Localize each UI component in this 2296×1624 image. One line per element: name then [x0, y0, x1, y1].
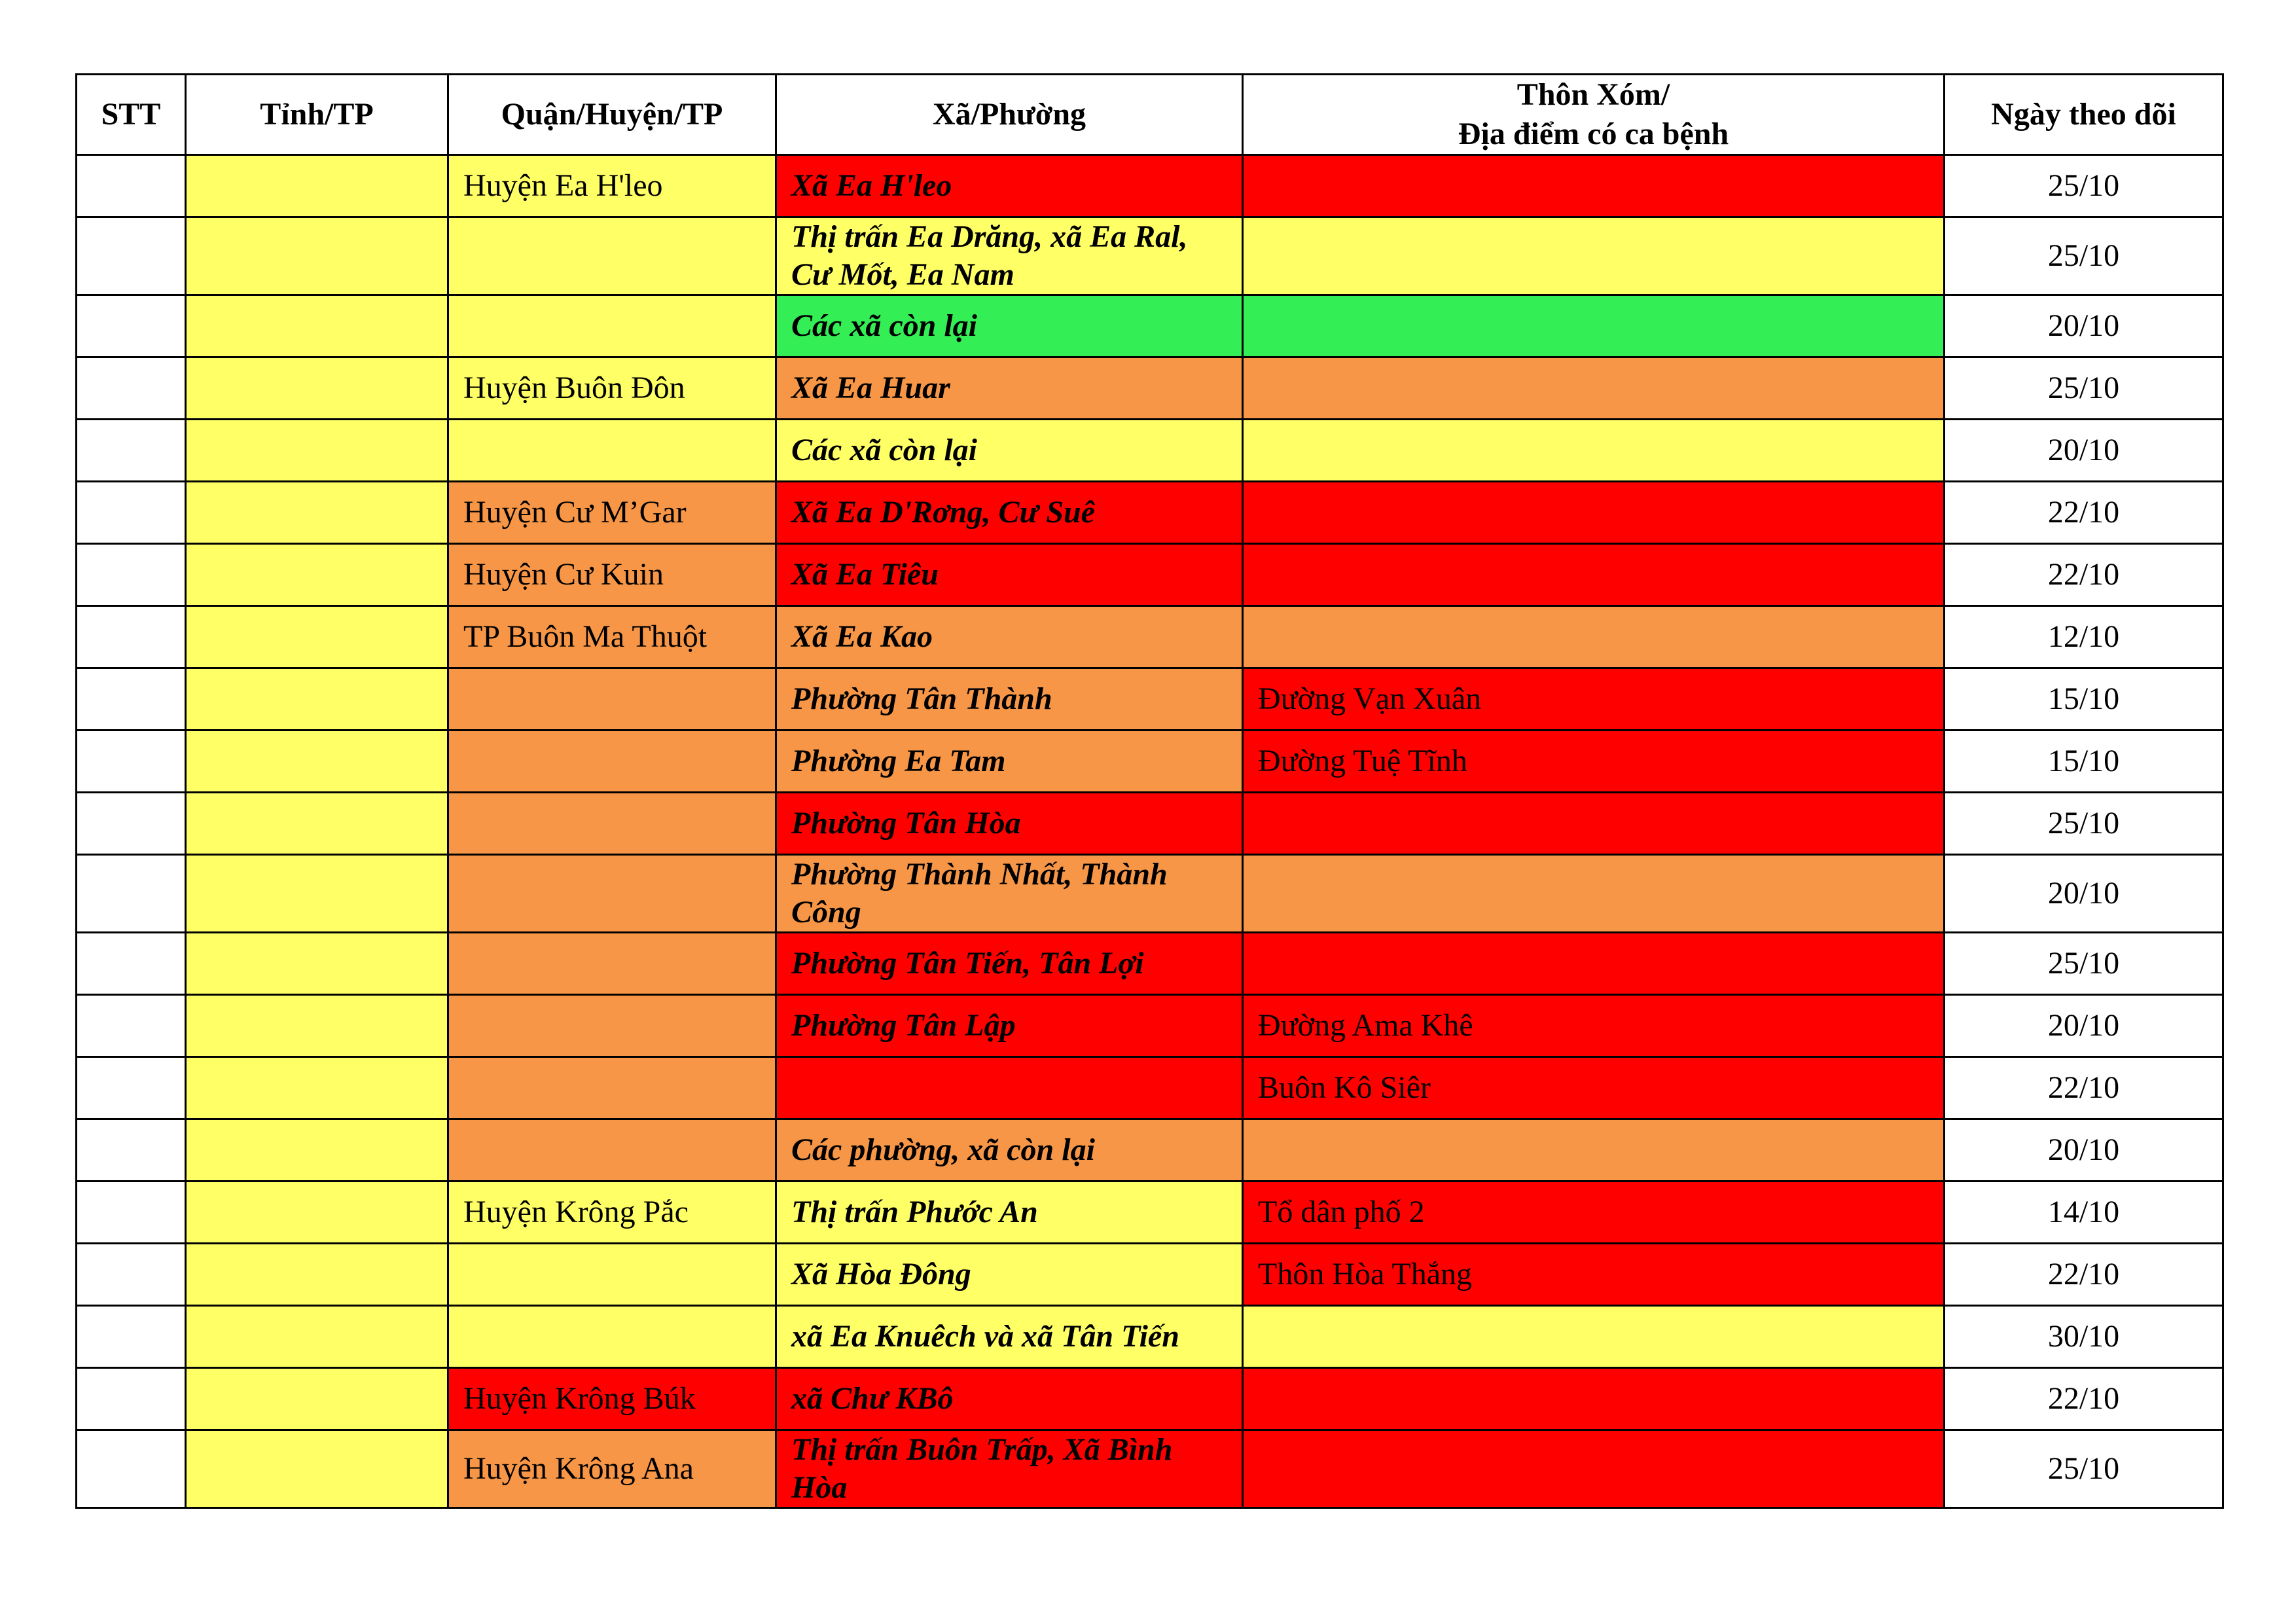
district-cell — [448, 295, 776, 357]
ward-cell: Phường Tân Hòa — [776, 793, 1243, 855]
place-cell — [1243, 155, 1945, 217]
table-row — [77, 1368, 2223, 1430]
date-cell: 22/10 — [1945, 1057, 2223, 1119]
district-cell — [448, 1119, 776, 1182]
stt-cell — [77, 1182, 186, 1244]
district-cell — [448, 217, 776, 295]
ward-cell: Xã Hòa Đông — [776, 1244, 1243, 1306]
header-ward: Xã/Phường — [776, 75, 1243, 155]
district-cell — [448, 668, 776, 731]
ward-cell: Xã Ea H'leo — [776, 155, 1243, 217]
ward-cell: Thị trấn Buôn Trấp, Xã Bình Hòa — [776, 1430, 1243, 1508]
province-cell — [186, 933, 448, 995]
place-cell — [1243, 933, 1945, 995]
date-cell: 22/10 — [1945, 544, 2223, 606]
district-cell: TP Buôn Ma Thuột — [448, 606, 776, 668]
place-cell — [1243, 1430, 1945, 1508]
province-cell — [186, 544, 448, 606]
table-row — [77, 1430, 2223, 1508]
district-cell: Huyện Ea H'leo — [448, 155, 776, 217]
stt-cell — [77, 606, 186, 668]
province-cell — [186, 606, 448, 668]
ward-cell — [776, 1057, 1243, 1119]
ward-cell: Các xã còn lại — [776, 420, 1243, 482]
header-place-line1: Thôn Xóm/ — [1516, 77, 1670, 112]
district-cell — [448, 731, 776, 793]
district-cell: Huyện Krông Búk — [448, 1368, 776, 1430]
header-date: Ngày theo dõi — [1945, 75, 2223, 155]
place-cell — [1243, 606, 1945, 668]
province-cell — [186, 155, 448, 217]
date-cell: 30/10 — [1945, 1306, 2223, 1368]
table-row — [77, 217, 2223, 295]
stt-cell — [77, 855, 186, 933]
header-stt: STT — [77, 75, 186, 155]
table-row — [77, 855, 2223, 933]
date-cell: 20/10 — [1945, 1119, 2223, 1182]
table-row — [77, 933, 2223, 995]
stt-cell — [77, 1119, 186, 1182]
province-cell — [186, 731, 448, 793]
province-cell — [186, 1182, 448, 1244]
table-row — [77, 668, 2223, 731]
risk-level-table — [75, 73, 2224, 1509]
province-cell — [186, 357, 448, 420]
table-row — [77, 420, 2223, 482]
province-cell — [186, 1368, 448, 1430]
table-row — [77, 1119, 2223, 1182]
date-cell: 25/10 — [1945, 933, 2223, 995]
header-province: Tỉnh/TP — [186, 75, 448, 155]
date-cell: 25/10 — [1945, 793, 2223, 855]
district-cell — [448, 1306, 776, 1368]
header-place-line2: Địa điểm có ca bệnh — [1458, 117, 1729, 151]
header-place — [1243, 75, 1945, 155]
date-cell: 15/10 — [1945, 731, 2223, 793]
place-cell — [1243, 295, 1945, 357]
district-cell: Huyện Cư Kuin — [448, 544, 776, 606]
province-cell — [186, 668, 448, 731]
ward-cell: xã Ea Knuêch và xã Tân Tiến — [776, 1306, 1243, 1368]
district-cell — [448, 420, 776, 482]
province-cell — [186, 217, 448, 295]
place-cell — [1243, 420, 1945, 482]
stt-cell — [77, 155, 186, 217]
table-row — [77, 357, 2223, 420]
district-cell — [448, 1057, 776, 1119]
table-row — [77, 155, 2223, 217]
ward-cell: Phường Tân Thành — [776, 668, 1243, 731]
stt-cell — [77, 933, 186, 995]
header-district: Quận/Huyện/TP — [448, 75, 776, 155]
table-row — [77, 995, 2223, 1057]
ward-cell: Phường Ea Tam — [776, 731, 1243, 793]
header-row — [77, 75, 2223, 155]
table-row — [77, 731, 2223, 793]
province-cell — [186, 1119, 448, 1182]
stt-cell — [77, 544, 186, 606]
stt-cell — [77, 1244, 186, 1306]
stt-cell — [77, 482, 186, 544]
province-cell — [186, 1430, 448, 1508]
place-cell — [1243, 793, 1945, 855]
place-cell — [1243, 217, 1945, 295]
province-cell — [186, 1244, 448, 1306]
table-row — [77, 793, 2223, 855]
date-cell: 22/10 — [1945, 1368, 2223, 1430]
stt-cell — [77, 420, 186, 482]
ward-cell: Phường Tân Tiến, Tân Lợi — [776, 933, 1243, 995]
stt-cell — [77, 793, 186, 855]
date-cell: 14/10 — [1945, 1182, 2223, 1244]
place-cell: Đường Vạn Xuân — [1243, 668, 1945, 731]
date-cell: 25/10 — [1945, 357, 2223, 420]
ward-cell: Xã Ea D'Rơng, Cư Suê — [776, 482, 1243, 544]
stt-cell — [77, 217, 186, 295]
ward-cell: Phường Thành Nhất, Thành Công — [776, 855, 1243, 933]
province-cell — [186, 1306, 448, 1368]
district-cell: Huyện Krông Pắc — [448, 1182, 776, 1244]
ward-cell: Thị trấn Phước An — [776, 1182, 1243, 1244]
stt-cell — [77, 295, 186, 357]
ward-cell: Xã Ea Huar — [776, 357, 1243, 420]
date-cell: 12/10 — [1945, 606, 2223, 668]
district-cell — [448, 995, 776, 1057]
place-cell: Buôn Kô Siêr — [1243, 1057, 1945, 1119]
date-cell: 15/10 — [1945, 668, 2223, 731]
ward-cell: Xã Ea Kao — [776, 606, 1243, 668]
date-cell: 20/10 — [1945, 295, 2223, 357]
stt-cell — [77, 1306, 186, 1368]
ward-cell: xã Chư KBô — [776, 1368, 1243, 1430]
place-cell: Thôn Hòa Thắng — [1243, 1244, 1945, 1306]
district-cell — [448, 855, 776, 933]
district-cell: Huyện Buôn Đôn — [448, 357, 776, 420]
date-cell: 20/10 — [1945, 420, 2223, 482]
place-cell — [1243, 544, 1945, 606]
stt-cell — [77, 1057, 186, 1119]
place-cell: Đường Ama Khê — [1243, 995, 1945, 1057]
stt-cell — [77, 731, 186, 793]
place-cell — [1243, 482, 1945, 544]
date-cell: 20/10 — [1945, 855, 2223, 933]
place-cell — [1243, 1119, 1945, 1182]
date-cell: 22/10 — [1945, 1244, 2223, 1306]
ward-cell: Xã Ea Tiêu — [776, 544, 1243, 606]
table-row — [77, 295, 2223, 357]
stt-cell — [77, 1430, 186, 1508]
district-cell: Huyện Cư M’Gar — [448, 482, 776, 544]
table-row — [77, 1244, 2223, 1306]
place-cell — [1243, 855, 1945, 933]
place-cell — [1243, 1368, 1945, 1430]
place-cell — [1243, 1306, 1945, 1368]
province-cell — [186, 1057, 448, 1119]
table-row — [77, 1182, 2223, 1244]
ward-cell: Thị trấn Ea Drăng, xã Ea Ral, Cư Mốt, Ea Nam — [776, 217, 1243, 295]
date-cell: 22/10 — [1945, 482, 2223, 544]
province-cell — [186, 793, 448, 855]
table-row — [77, 482, 2223, 544]
province-cell — [186, 295, 448, 357]
province-cell — [186, 995, 448, 1057]
table-row — [77, 606, 2223, 668]
date-cell: 25/10 — [1945, 155, 2223, 217]
district-cell — [448, 933, 776, 995]
place-cell: Đường Tuệ Tĩnh — [1243, 731, 1945, 793]
table-body — [77, 155, 2223, 1508]
ward-cell: Các xã còn lại — [776, 295, 1243, 357]
place-cell — [1243, 357, 1945, 420]
table-row — [77, 1306, 2223, 1368]
district-cell — [448, 793, 776, 855]
table-row — [77, 1057, 2223, 1119]
province-cell — [186, 482, 448, 544]
stt-cell — [77, 357, 186, 420]
stt-cell — [77, 995, 186, 1057]
province-cell — [186, 420, 448, 482]
ward-cell: Phường Tân Lập — [776, 995, 1243, 1057]
stt-cell — [77, 1368, 186, 1430]
province-cell — [186, 855, 448, 933]
date-cell: 25/10 — [1945, 217, 2223, 295]
date-cell: 25/10 — [1945, 1430, 2223, 1508]
table-row — [77, 544, 2223, 606]
place-cell: Tổ dân phố 2 — [1243, 1182, 1945, 1244]
district-cell: Huyện Krông Ana — [448, 1430, 776, 1508]
district-cell — [448, 1244, 776, 1306]
ward-cell: Các phường, xã còn lại — [776, 1119, 1243, 1182]
date-cell: 20/10 — [1945, 995, 2223, 1057]
stt-cell — [77, 668, 186, 731]
